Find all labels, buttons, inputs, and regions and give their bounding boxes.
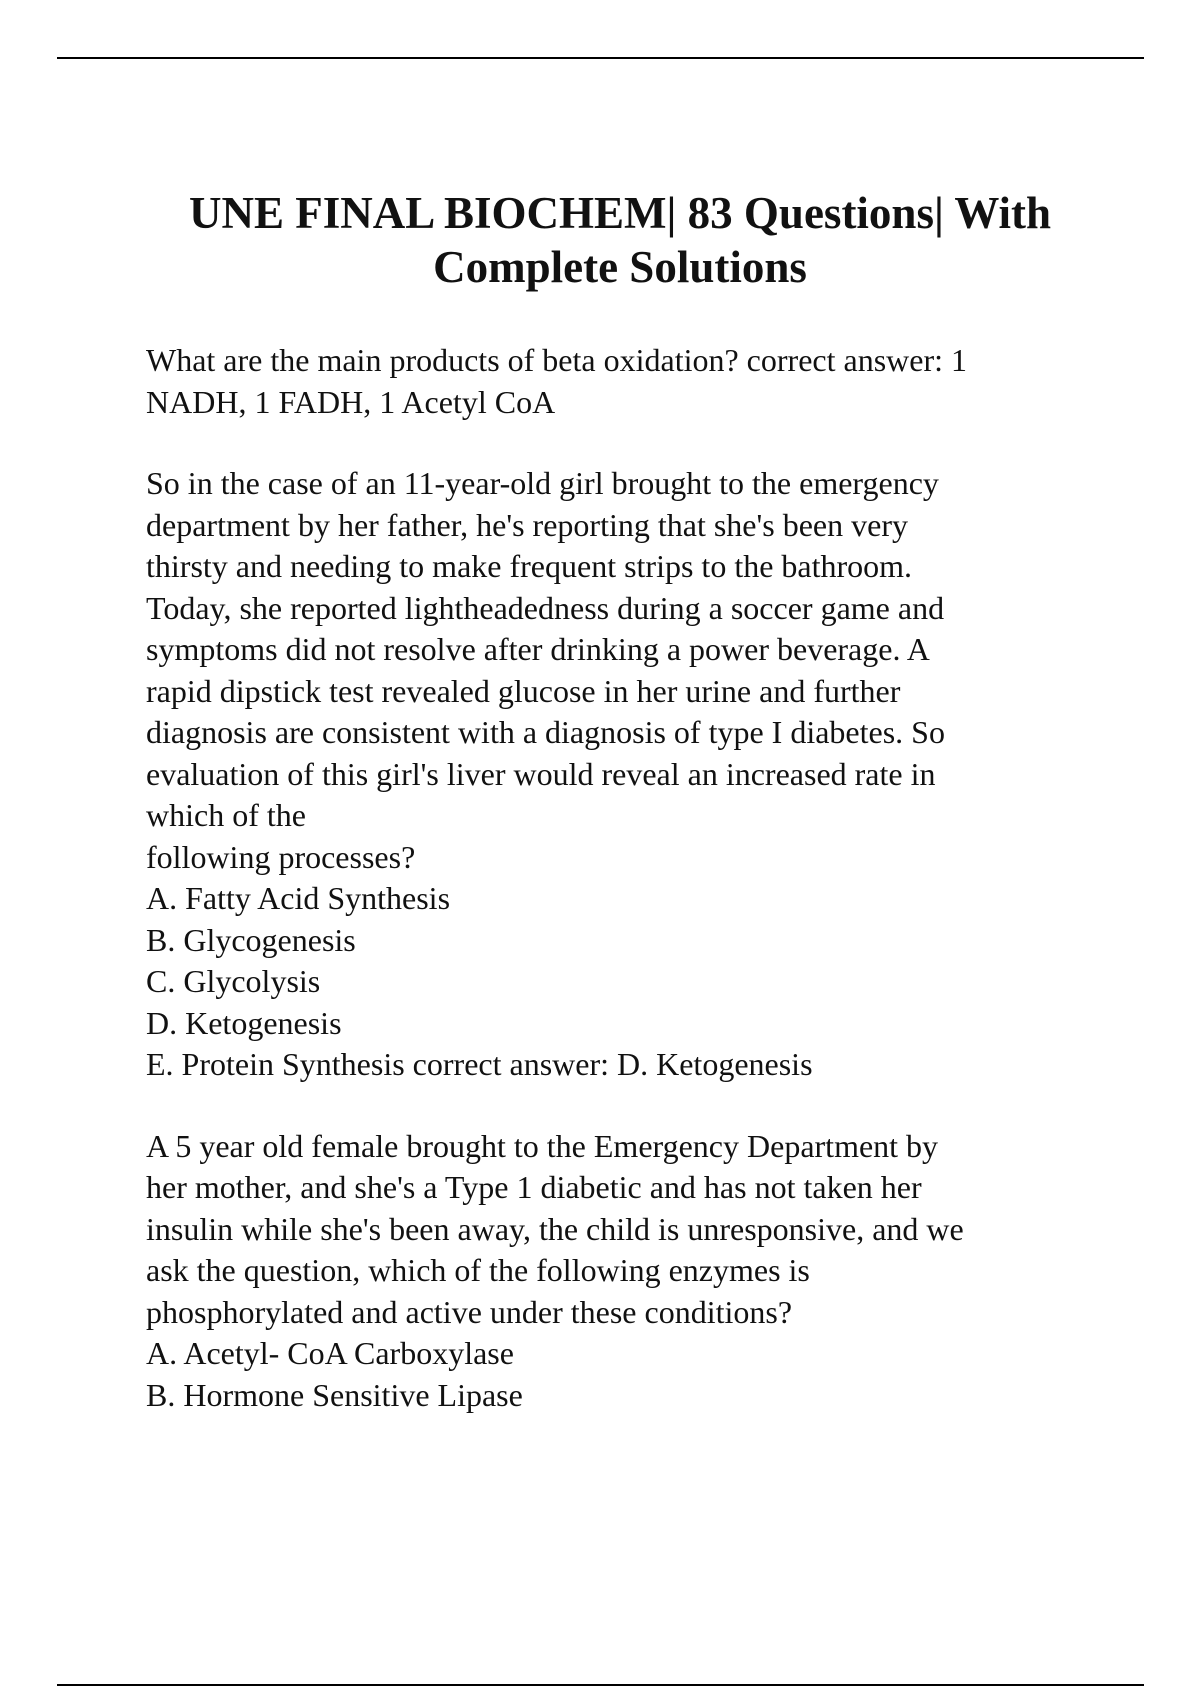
answer-option: A. Fatty Acid Synthesis (146, 880, 451, 916)
text-line: insulin while she's been away, the child is unresponsive, and we (146, 1210, 964, 1247)
answer-option: D. Ketogenesis (146, 1004, 342, 1041)
page-title (120, 186, 1120, 294)
answer-option: E. Protein Synthesis correct answer: D. Ketogenesis (146, 1046, 813, 1082)
text-line: NADH, 1 FADH, 1 Acetyl CoA (146, 383, 556, 420)
text-line: diagnosis are consistent with a diagnosis of type I diabetes. So (146, 714, 945, 750)
answer-option: B. Glycogenesis (146, 921, 356, 958)
text-line: What are the main products of beta oxidation? correct answer: 1 (146, 342, 967, 378)
text-line: her mother, and she's a Type 1 diabetic and has not taken her (146, 1169, 922, 1205)
answer-option: C. Glycolysis (146, 963, 321, 999)
bottom-rule (57, 1684, 1144, 1686)
question-1 (146, 340, 1106, 423)
text-line: So in the case of an 11-year-old girl brought to the emergency (146, 465, 939, 501)
top-rule (57, 57, 1144, 59)
title-line: Complete Solutions (433, 242, 807, 292)
text-line: symptoms did not resolve after drinking a power beverage. A (146, 631, 930, 667)
document-body (146, 340, 1106, 1456)
text-line: rapid dipstick test revealed glucose in her urine and further (146, 672, 901, 709)
title-line: UNE FINAL BIOCHEM| 83 Questions| With (188, 188, 1052, 238)
text-line: ask the question, which of the following enzymes is (146, 1252, 810, 1288)
answer-option: A. Acetyl- CoA Carboxylase (146, 1335, 514, 1371)
text-line: following processes? (146, 838, 416, 875)
text-line: Today, she reported lightheadedness during a soccer game and (146, 589, 945, 626)
text-line: phosphorylated and active under these conditions? (146, 1293, 793, 1330)
text-line: department by her father, he's reporting that she's been very (146, 506, 908, 543)
question-3 (146, 1126, 1106, 1417)
text-line: thirsty and needing to make frequent strips to the bathroom. (146, 548, 913, 584)
text-line: evaluation of this girl's liver would reveal an increased rate in (146, 755, 936, 792)
text-line: which of the (146, 797, 306, 833)
question-2 (146, 463, 1106, 1086)
text-line: A 5 year old female brought to the Emergency Department by (146, 1127, 939, 1164)
answer-option: B. Hormone Sensitive Lipase (146, 1376, 523, 1413)
